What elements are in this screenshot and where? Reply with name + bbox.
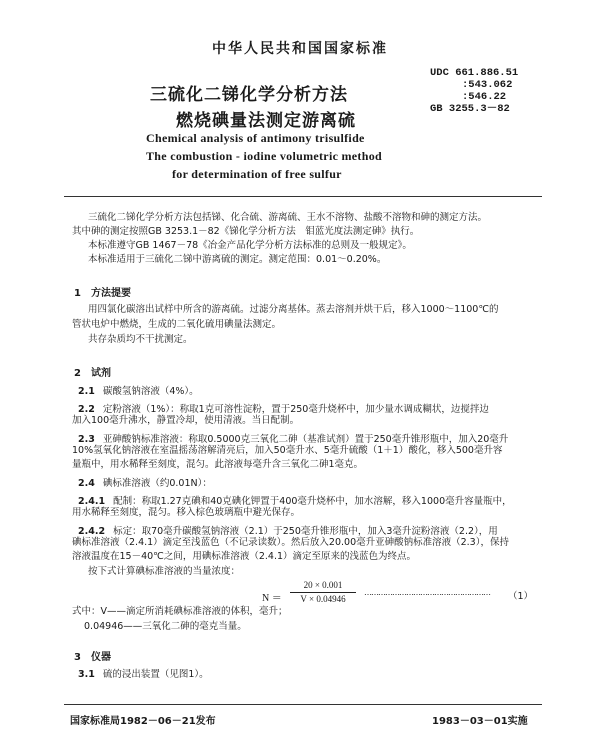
udc-code-3: :546.22 bbox=[462, 91, 507, 103]
english-title-line-3: for determination of free sulfur bbox=[172, 167, 342, 181]
item-2-1 bbox=[78, 383, 199, 397]
item-2-4-1 bbox=[78, 493, 512, 507]
item-2-4-2-number: 2.4.2 bbox=[78, 526, 106, 537]
udc-code-2: :543.062 bbox=[462, 79, 513, 91]
formula-where-line-2: 0.04946——三氧化二砷的毫克当量。 bbox=[84, 621, 247, 632]
intro-paragraph-3: 本标准适用于三硫化二锑中游离硫的测定。测定范围：0.01～0.20%。 bbox=[88, 254, 387, 265]
item-2-1-number: 2.1 bbox=[78, 386, 95, 397]
standard-header: 中华人民共和国国家标准 bbox=[212, 41, 388, 57]
section-1-paragraph-line-2: 管状电炉中燃烧，生成的二氧化硫用碘量法测定。 bbox=[72, 319, 282, 330]
formula-leader-dots: ……………………………………………… bbox=[364, 588, 490, 597]
item-2-4-2-line-1: 标定：取70毫升碳酸氢钠溶液（2.1）于250毫升锥形瓶中，加入3毫升淀粉溶液（2.2），用 bbox=[113, 526, 498, 537]
item-2-4-1-number: 2.4.1 bbox=[78, 496, 106, 507]
item-3-1-number: 3.1 bbox=[78, 669, 95, 680]
item-3-1 bbox=[78, 666, 209, 680]
formula-denominator: V × 0.04946 bbox=[300, 594, 346, 604]
item-2-2 bbox=[78, 401, 489, 415]
classification-codes bbox=[430, 67, 518, 115]
title-line-2: 燃烧碘量法测定游离硫 bbox=[176, 111, 356, 131]
item-2-4-2-line-4: 按下式计算碘标准溶液的当量浓度： bbox=[88, 566, 241, 577]
item-2-2-number: 2.2 bbox=[78, 404, 95, 415]
item-2-4-2-line-3: 溶液温度在15－40℃之间，用碘标准溶液（2.4.1）滴定至原来的浅蓝色为终点。 bbox=[72, 551, 417, 562]
udc-code: UDC 661.886.51 bbox=[430, 67, 519, 79]
item-2-3-line-3: 量瓶中，用水稀释至刻度，混匀。此溶液每毫升含三氧化二砷1毫克。 bbox=[72, 459, 364, 470]
english-title-line-1: Chemical analysis of antimony trisulfide bbox=[146, 131, 365, 145]
top-divider bbox=[64, 196, 542, 197]
intro-paragraph-2: 本标准遵守GB 1467－78《冶金产品化学分析方法标准的总则及一般规定》。 bbox=[88, 240, 412, 251]
section-1-heading: 1 方法提要 bbox=[74, 288, 131, 299]
effective-date: 1983－03－01实施 bbox=[432, 716, 528, 727]
item-2-4-2 bbox=[78, 523, 498, 537]
item-2-4-1-line-1: 配制：称取1.27克碘和40克碘化钾置于400毫升烧杯中，加水溶解，移入1000毫升容量瓶中， bbox=[113, 496, 512, 507]
item-2-1-text: 碳酸氢钠溶液（4%）。 bbox=[102, 386, 199, 397]
english-title-line-2: The combustion - iodine volumetric method bbox=[146, 149, 382, 163]
intro-paragraph-1-line-1: 三硫化二锑化学分析方法包括锑、化合硫、游离硫、王水不溶物、盐酸不溶物和砷的测定方法。 bbox=[88, 212, 488, 223]
item-2-3-line-1: 亚砷酸钠标准溶液：称取0.5000克三氧化二砷（基准试剂）置于250毫升锥形瓶中，加入20毫升 bbox=[102, 434, 509, 445]
item-2-4-text: 碘标准溶液（约0.01N）： bbox=[102, 478, 212, 489]
title-line-1: 三硫化二锑化学分析方法 bbox=[150, 85, 348, 105]
intro-paragraph-1-line-2: 其中砷的测定按照GB 3253.1－82《锑化学分析方法 钼蓝光度法测定砷》执行。 bbox=[72, 226, 420, 237]
item-2-3-line-2: 10%氢氧化钠溶液在室温摇荡溶解清亮后，加入50毫升水、5毫升硫酸（1＋1）酸化，移入500毫升容 bbox=[72, 445, 503, 456]
item-2-3 bbox=[78, 431, 508, 445]
item-2-2-line-2: 加入100毫升沸水，静置冷却，使用清液。当日配制。 bbox=[72, 415, 300, 426]
fraction-bar bbox=[290, 592, 356, 593]
gb-code: GB 3255.3－82 bbox=[430, 103, 510, 115]
issued-date: 国家标准局1982－06－21发布 bbox=[70, 716, 216, 727]
formula-numerator: 20 × 0.001 bbox=[303, 580, 343, 590]
item-2-4-1-line-2: 用水稀释至刻度，混匀。移入棕色玻璃瓶中避光保存。 bbox=[72, 507, 301, 518]
item-2-4 bbox=[78, 475, 212, 489]
formula-lhs: N ＝ bbox=[262, 593, 282, 604]
item-2-4-number: 2.4 bbox=[78, 478, 95, 489]
footer-divider bbox=[64, 704, 542, 705]
formula-where-line-1: 式中：V——滴定所消耗碘标准溶液的体积，毫升； bbox=[72, 606, 288, 617]
item-3-1-text: 硫的浸出装置（见图1）。 bbox=[102, 669, 209, 680]
item-2-4-2-line-2: 碘标准溶液（2.4.1）滴定至浅蓝色（不记录读数）。然后放入20.00毫升亚砷酸钠标准溶液（2.3），保持 bbox=[72, 537, 509, 548]
section-1-paragraph-line-1: 用四氯化碳溶出试样中所含的游离硫。过滤分离基体。蒸去溶剂并烘干后，移入1000～1100℃的 bbox=[88, 304, 499, 315]
item-2-3-number: 2.3 bbox=[78, 434, 95, 445]
section-3-heading: 3 仪器 bbox=[74, 652, 111, 663]
item-2-2-line-1: 定粉溶液（1%）：称取1克可溶性淀粉，置于250毫升烧杯中，加少量水调成糊状，边搅拌边 bbox=[102, 404, 489, 415]
section-2-heading: 2 试剂 bbox=[74, 368, 111, 379]
section-1-paragraph-2: 共存杂质均不干扰测定。 bbox=[88, 334, 193, 345]
formula-label: （1） bbox=[508, 591, 534, 602]
